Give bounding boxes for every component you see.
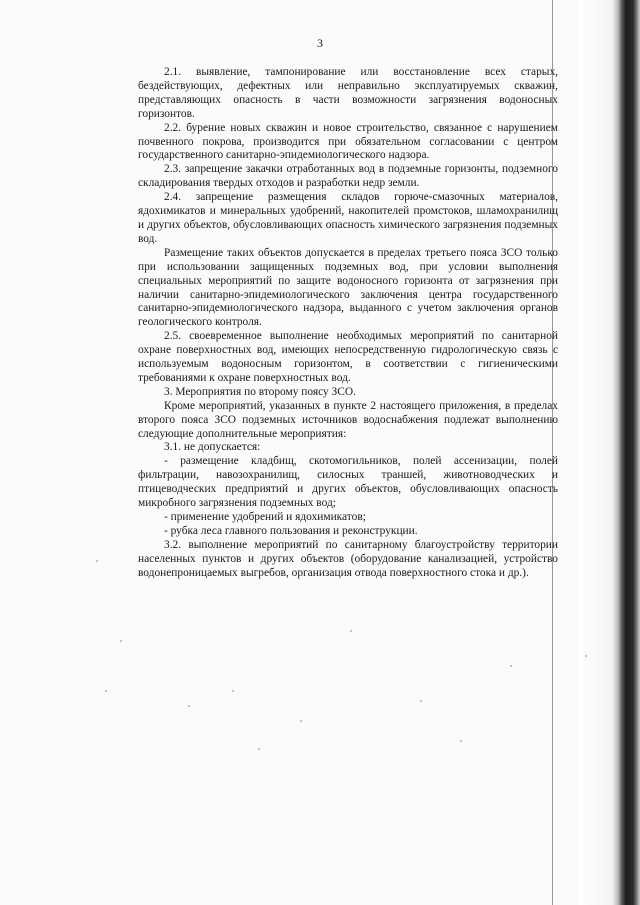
paragraph-2-2: 2.2. бурение новых скважин и новое строительство, связанное с нарушением почвенного покрова, производится при обязательном согласовании с центром государственного санитарно-эпидемиологического надзора.	[138, 121, 558, 162]
paragraph-2-1: 2.1. выявление, тампонирование или восстановление всех старых, бездействующих, дефектных или неправильно эксплуатируемых скважин, представляющих опасность в части возможности загрязнения водоносных горизонтов.	[138, 66, 558, 120]
section-3-heading: 3. Мероприятия по второму поясу ЗСО.	[164, 385, 356, 398]
scan-speck	[300, 720, 302, 722]
scan-speck	[188, 705, 190, 707]
scan-speck	[120, 640, 122, 642]
paragraph-section-3-intro: Кроме мероприятий, указанных в пункте 2 настоящего приложения, в пределах второго пояса ЗСО подземных источников водоснабжения подлежат выполнению следующие дополнительные мероприятия:	[138, 399, 558, 440]
scan-edge-shadow	[578, 0, 640, 905]
scan-speck	[460, 740, 462, 742]
paragraph-3-1: 3.1. не допускается:	[164, 441, 261, 454]
scan-speck	[105, 690, 107, 692]
scan-speck	[232, 690, 234, 692]
scan-speck	[420, 700, 422, 702]
paragraph-placement: Размещение таких объектов допускается в пределах третьего пояса ЗСО только при использовании защищенных подземных вод, при условии выполнения специальных мероприятий по защите водоносного горизонта от загрязнения при наличии санитарно-эпидемиологического заключения центра государственного санитарно-эпидемиологического надзора, выданного с учетом заключения органов геологического контроля.	[138, 246, 558, 329]
scan-speck	[258, 748, 260, 750]
paragraph-2-3: 2.3. запрещение закачки отработанных вод в подземные горизонты, подземного складирования твердых отходов и разработки недр земли.	[138, 163, 558, 190]
scan-speck	[510, 665, 512, 667]
scan-speck	[96, 560, 98, 562]
list-item-fertilizers: - применение удобрений и ядохимикатов;	[164, 511, 366, 523]
page-number: 3	[317, 36, 323, 50]
list-item-logging: - рубка леса главного пользования и реконструкции.	[164, 524, 418, 537]
document-body	[138, 66, 558, 581]
list-item-cemeteries: - размещение кладбищ, скотомогильников, полей ассенизации, полей фильтрации, навозохранилищ, силосных траншей, животноводческих и птицеводческих предприятий и других объектов, обусловливающих опасность микробного загрязнения подземных вод;	[138, 455, 558, 510]
paragraph-3-2: 3.2. выполнение мероприятий по санитарному благоустройству территории населенных пунктов и других объектов (оборудование канализацией, устройство водонепроницаемых выгребов, организация отвода поверхностного стока и др.).	[138, 538, 558, 579]
paragraph-2-5: 2.5. своевременное выполнение необходимых мероприятий по санитарной охране поверхностных вод, имеющих непосредственную гидрологическую связь с используемым водоносным горизонтом, в соответствии с гигиеническими требованиями к охране поверхностных вод.	[138, 330, 558, 384]
scan-speck	[350, 630, 352, 632]
scan-speck	[585, 655, 587, 657]
paragraph-2-4: 2.4. запрещение размещения складов горюче-смазочных материалов, ядохимикатов и минеральных удобрений, накопителей промстоков, шламохранилищ и других объектов, обусловливающих опасность химического загрязнения подземных вод.	[138, 191, 558, 245]
